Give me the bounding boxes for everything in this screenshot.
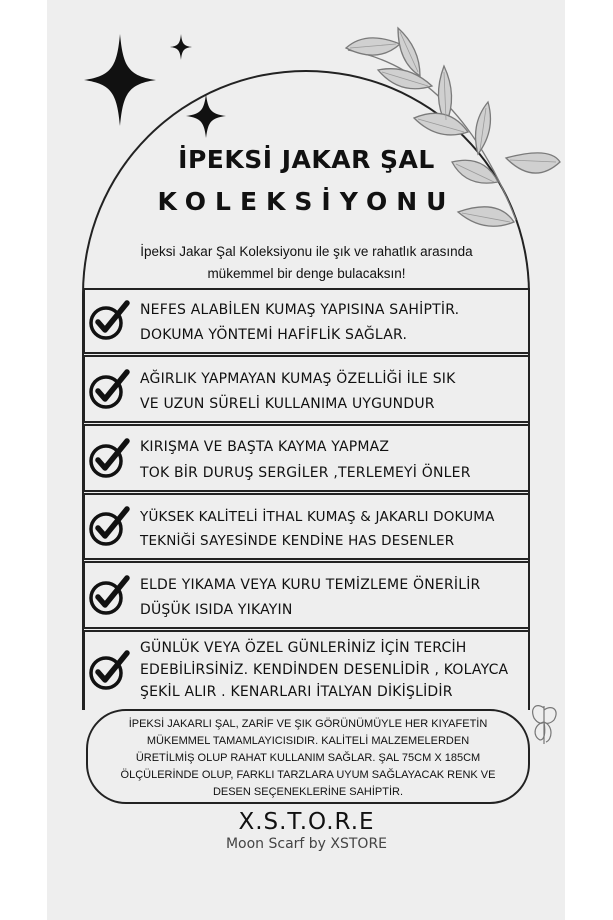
checkmark-circle-icon bbox=[88, 650, 130, 692]
checkmark-circle-icon bbox=[88, 369, 130, 411]
feature-line: DÜŞÜK ISIDA YIKAYIN bbox=[140, 602, 293, 618]
feature-line: NEFES ALABİLEN KUMAŞ YAPISINA SAHİPTİR. bbox=[140, 302, 460, 318]
description-line: ÖLÇÜLERİNDE OLUP, FARKLI TARZLARA UYUM SAĞLAYACAK RENK VE bbox=[120, 769, 496, 781]
intro-line: mükemmel bir denge bulacaksın! bbox=[207, 266, 406, 281]
feature-line: EDEBİLİRSİNİZ. KENDİNDEN DESENLİDİR , KOLAYCA bbox=[140, 662, 509, 678]
checkmark-circle-icon bbox=[88, 300, 130, 342]
brand-tagline: Moon Scarf by XSTORE bbox=[225, 836, 388, 852]
description-line: ÜRETİLMİŞ OLUP RAHAT KULLANIM SAĞLAR. ŞAL 75CM X 185CM bbox=[135, 752, 481, 764]
feature-text bbox=[140, 298, 522, 348]
feature-line: ELDE YIKAMA VEYA KURU TEMİZLEME ÖNERİLİR bbox=[140, 577, 481, 593]
feature-line: KIRIŞMA VE BAŞTA KAYMA YAPMAZ bbox=[140, 439, 390, 455]
description-line: MÜKEMMEL TAMAMLAYICISIDIR. KALİTELİ MALZEMELERDEN bbox=[146, 735, 470, 747]
description-line: DESEN SEÇENEKLERİNE SAHİPTİR. bbox=[212, 786, 404, 798]
feature-text bbox=[140, 505, 522, 553]
checkmark-circle-icon bbox=[88, 506, 130, 548]
feature-text bbox=[140, 434, 522, 486]
feature-box bbox=[83, 355, 530, 423]
feature-text bbox=[140, 573, 522, 623]
feature-line: DOKUMA YÖNTEMİ HAFİFLİK SAĞLAR. bbox=[140, 327, 408, 343]
feature-box bbox=[83, 561, 530, 629]
feature-line: AĞIRLIK YAPMAYAN KUMAŞ ÖZELLİĞİ İLE SIK bbox=[140, 371, 456, 387]
feature-text bbox=[140, 637, 522, 703]
feature-line: VE UZUN SÜRELİ KULLANIMA UYGUNDUR bbox=[140, 396, 435, 412]
feature-line: ŞEKİL ALIR . KENARLARI İTALYAN DİKİŞLİDİR bbox=[140, 684, 453, 700]
feature-box bbox=[83, 424, 530, 492]
sparkle-icon bbox=[80, 28, 240, 148]
feature-box bbox=[83, 493, 530, 560]
feature-box bbox=[83, 630, 530, 710]
description-line: İPEKSİ JAKARLI ŞAL, ZARİF VE ŞIK GÖRÜNÜMÜYLE HER KIYAFETİN bbox=[128, 718, 488, 730]
checkmark-circle-icon bbox=[88, 575, 130, 617]
intro-line: İpeksi Jakar Şal Koleksiyonu ile şık ve rahatlık arasında bbox=[140, 244, 473, 259]
feature-line: YÜKSEK KALİTELİ İTHAL KUMAŞ & JAKARLI DOKUMA bbox=[140, 509, 495, 525]
feature-line: TEKNİĞİ SAYESİNDE KENDİNE HAS DESENLER bbox=[140, 533, 455, 549]
description-box bbox=[86, 709, 530, 804]
title-line-2: KOLEKSİYONU bbox=[157, 187, 456, 216]
checkmark-circle-icon bbox=[88, 438, 130, 480]
feature-line: GÜNLÜK VEYA ÖZEL GÜNLERİNİZ İÇİN TERCİH bbox=[140, 640, 467, 656]
intro-text bbox=[90, 241, 523, 285]
feature-text bbox=[140, 367, 522, 417]
description-text bbox=[98, 716, 518, 801]
feature-box bbox=[83, 288, 530, 354]
brand-name: X.S.T.O.R.E bbox=[238, 809, 375, 835]
feature-line: TOK BİR DURUŞ SERGİLER ,TERLEMEYİ ÖNLER bbox=[140, 465, 471, 481]
butterfly-icon bbox=[522, 700, 564, 750]
title-line-1: İPEKSİ JAKAR ŞAL bbox=[178, 145, 435, 174]
